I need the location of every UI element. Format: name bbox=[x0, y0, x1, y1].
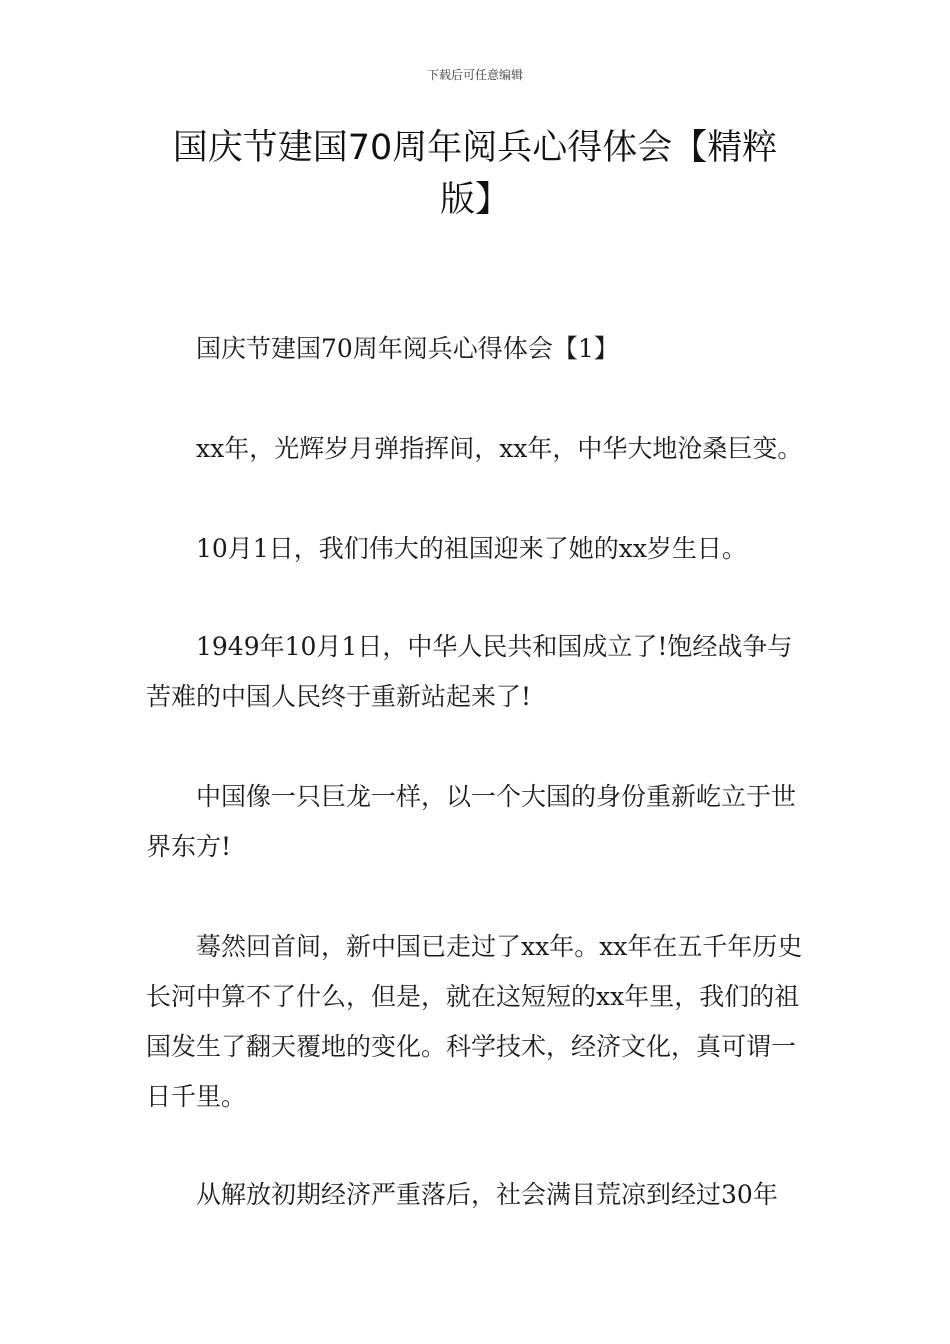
section-heading: 国庆节建国70周年阅兵心得体会【1】 bbox=[196, 334, 619, 363]
paragraph: 从解放初期经济严重落后，社会满目荒凉到经过30年 bbox=[196, 1180, 778, 1209]
header-note: 下载后可任意编辑 bbox=[426, 68, 523, 82]
paragraph: 中国像一只巨龙一样，以一个大国的身份重新屹立于世界东方! bbox=[146, 782, 797, 861]
paragraph: xx年，光辉岁月弹指挥间，xx年，中华大地沧桑巨变。 bbox=[196, 434, 803, 463]
paragraph: 蓦然回首间，新中国已走过了xx年。xx年在五千年历史长河中算不了什么，但是，就在这短短的xx年里，我们的祖国发生了翻天覆地的变化。科学技术，经济文化，真可谓一日千里。 bbox=[146, 932, 803, 1111]
document-title: 国庆节建国70周年阅兵心得体会【精粹版】 bbox=[172, 128, 778, 220]
paragraph: 10月1日，我们伟大的祖国迎来了她的xx岁生日。 bbox=[196, 534, 747, 563]
paragraph: 1949年10月1日，中华人民共和国成立了!饱经战争与苦难的中国人民终于重新站起来了! bbox=[146, 632, 793, 711]
